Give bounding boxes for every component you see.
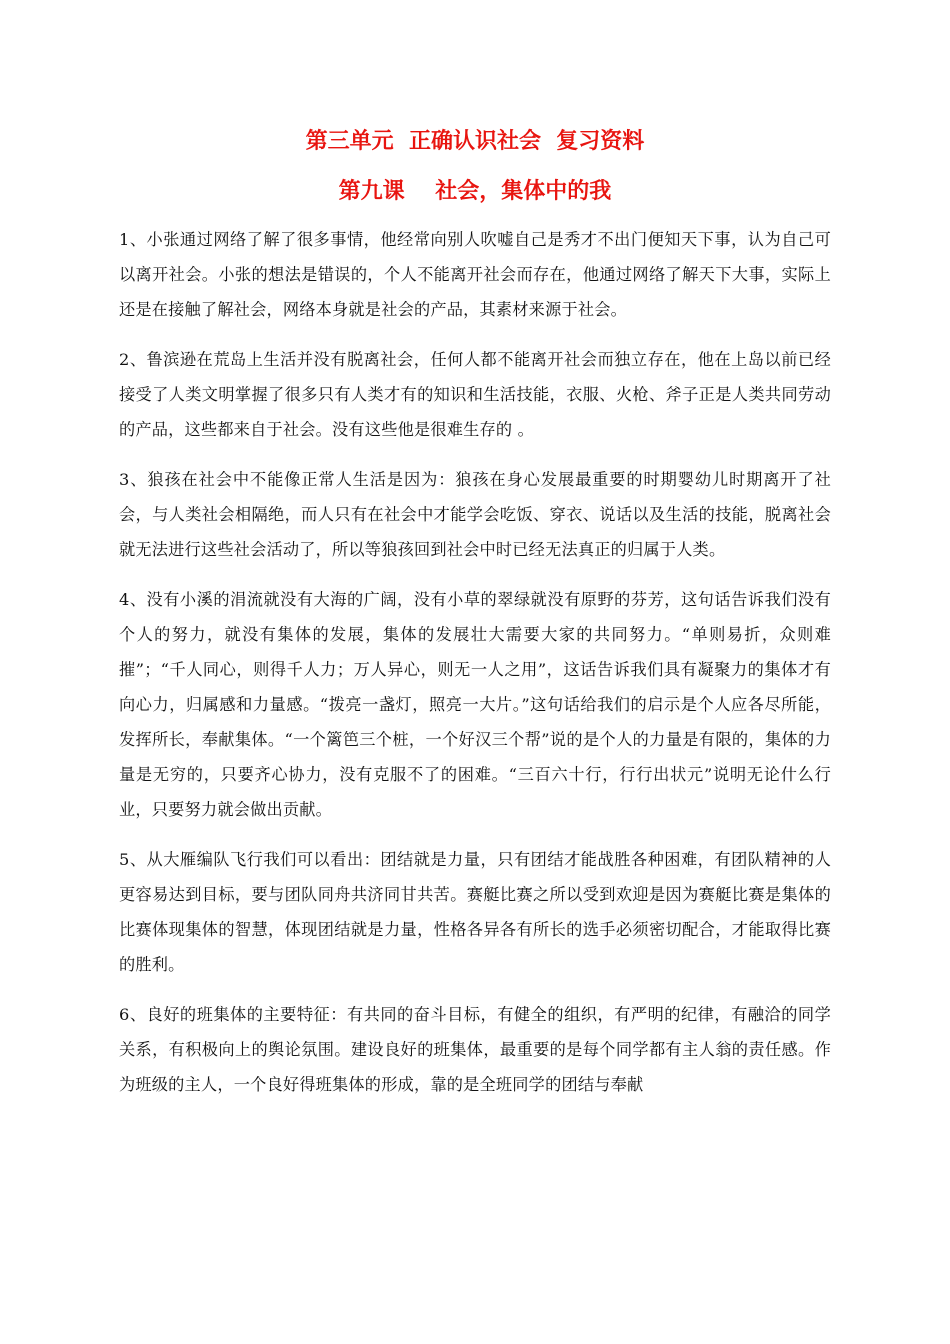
paragraph-1: 1、小张通过网络了解了很多事情，他经常向别人吹嘘自己是秀才不出门便知天下事，认为自己可以离开社会。小张的想法是错误的，个人不能离开社会而存在，他通过网络了解天下大事，实际上还是在接触了解社会，网络本身就是社会的产品，其素材来源于社会。 <box>119 230 831 319</box>
paragraph-3: 3、狼孩在社会中不能像正常人生活是因为：狼孩在身心发展最重要的时期婴幼儿时期离开了社会，与人类社会相隔绝，而人只有在社会中才能学会吃饭、穿衣、说话以及生活的技能，脱离社会就无法进行这些社会活动了，所以等狼孩回到社会中时已经无法真正的归属于人类。 <box>119 470 831 559</box>
document-body <box>119 222 831 1117</box>
paragraph-5: 5、从大雁编队飞行我们可以看出：团结就是力量，只有团结才能战胜各种困难，有团队精神的人更容易达到目标，要与团队同舟共济同甘共苦。赛艇比赛之所以受到欢迎是因为赛艇比赛是集体的比赛体现集体的智慧，体现团结就是力量，性格各异各有所长的选手必须密切配合，才能取得比赛的胜利。 <box>119 850 831 974</box>
unit-title: 第三单元 正确认识社会 复习资料 <box>305 129 645 154</box>
paragraph-6: 6、良好的班集体的主要特征：有共同的奋斗目标，有健全的组织，有严明的纪律，有融洽的同学关系，有积极向上的舆论氛围。建设良好的班集体，最重要的是每个同学都有主人翁的责任感。作为班级的主人，一个良好得班集体的形成，靠的是全班同学的团结与奉献 <box>119 1005 831 1094</box>
lesson-title: 第九课 社会，集体中的我 <box>338 179 612 204</box>
paragraph-2: 2、鲁滨逊在荒岛上生活并没有脱离社会，任何人都不能离开社会而独立存在，他在上岛以前已经接受了人类文明掌握了很多只有人类才有的知识和生活技能，衣服、火枪、斧子正是人类共同劳动的产品，这些都来自于社会。没有这些他是很难生存的 。 <box>119 350 831 439</box>
paragraph-4: 4、没有小溪的涓流就没有大海的广阔，没有小草的翠绿就没有原野的芬芳，这句话告诉我们没有个人的努力，就没有集体的发展，集体的发展壮大需要大家的共同努力。“单则易折，众则难摧”；“千人同心，则得千人力；万人异心，则无一人之用”，这话告诉我们具有凝聚力的集体才有向心力，归属感和力量感。“拨亮一盏灯，照亮一大片。”这句话给我们的启示是个人应各尽所能，发挥所长，奉献集体。“一个篱笆三个桩，一个好汉三个帮”说的是个人的力量是有限的，集体的力量是无穷的，只要齐心协力，没有克服不了的困难。“三百六十行，行行出状元”说明无论什么行业，只要努力就会做出贡献。 <box>119 590 831 819</box>
